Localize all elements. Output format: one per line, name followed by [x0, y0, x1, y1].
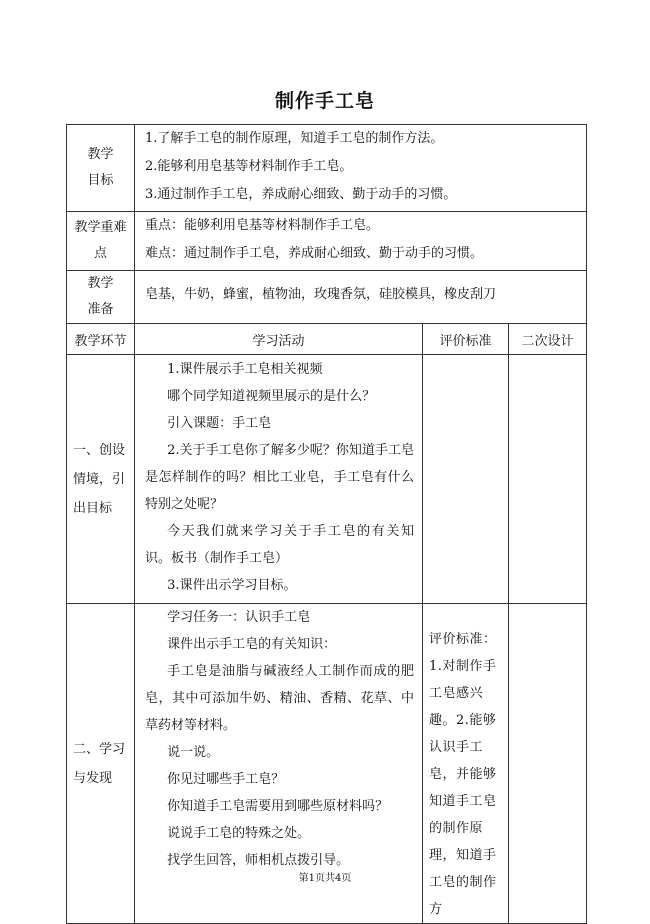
preparation-content [135, 271, 587, 324]
objectives-label: 教学 目标 [67, 125, 135, 212]
objectives-row [67, 125, 587, 212]
objective-item: 1.了解手工皂的制作原理，知道手工皂的制作方法。 [145, 131, 444, 146]
section1-evaluation [423, 355, 509, 604]
activity-line: 2.关于手工皂你了解多少呢？你知道手工皂是怎样制作的吗？相比工业皂，手工皂有什么特别之处呢？ [145, 443, 414, 512]
section1-row [67, 355, 587, 604]
lesson-plan-table [66, 124, 587, 924]
page-footer: 第1页共4页 [298, 873, 352, 884]
key-point-item: 重点：能够利用皂基等材料制作手工皂。 [145, 218, 380, 233]
key-points-label: 教学重难 点 [67, 212, 135, 271]
activity-line: 说说手工皂的特殊之处。 [167, 826, 311, 841]
preparation-row [67, 271, 587, 324]
document-title: 制作手工皂 [274, 90, 375, 112]
objectives-content [135, 125, 587, 212]
header-stage: 教学环节 [67, 324, 135, 355]
preparation-label: 教学 准备 [67, 271, 135, 324]
activity-line: 你见过哪些手工皂？ [167, 772, 285, 787]
activity-line: 哪个同学知道视频里展示的是什么？ [167, 389, 376, 404]
header-second-design: 二次设计 [509, 324, 587, 355]
header-activities: 学习活动 [135, 324, 423, 355]
activity-line: 课件出示手工皂的有关知识： [167, 637, 337, 652]
activity-line: 1.课件展示手工皂相关视频 [167, 362, 323, 377]
activity-line: 说一说。 [167, 745, 220, 760]
section1-content [135, 355, 423, 604]
activity-line: 3.课件出示学习目标。 [167, 578, 297, 593]
activity-line: 你知道手工皂需要用到哪些原材料吗？ [167, 799, 389, 814]
key-point-item: 难点：通过制作手工皂，养成耐心细致、勤于动手的习惯。 [145, 246, 484, 261]
section1-label: 一、创设情境，引出目标 [67, 355, 135, 604]
header-evaluation: 评价标准 [423, 324, 509, 355]
key-points-content [135, 212, 587, 271]
section2-evaluation: 评价标准：1.对制作手工皂感兴趣。2.能够认识手工皂，并能够知道手工皂的制作原理，知道手工皂的制作方 [423, 604, 509, 924]
activity-line: 引入课题：手工皂 [167, 416, 272, 431]
activity-line: 学习任务一：认识手工皂 [167, 610, 311, 625]
preparation-text: 皂基，牛奶，蜂蜜，植物油，玫瑰香氛，硅胶模具，橡皮刮刀 [145, 287, 497, 302]
section2-label: 二、学习与发现 [67, 604, 135, 924]
activity-line: 手工皂是油脂与碱液经人工制作而成的肥皂，其中可添加牛奶、精油、香精、花草、中草药材等材料。 [145, 664, 414, 733]
header-row [67, 324, 587, 355]
key-points-row [67, 212, 587, 271]
objective-item: 3.通过制作手工皂，养成耐心细致、勤于动手的习惯。 [145, 187, 457, 202]
objective-item: 2.能够利用皂基等材料制作手工皂。 [145, 159, 353, 174]
section1-second-design [509, 355, 587, 604]
activity-line: 找学生回答，师相机点拨引导。 [167, 853, 350, 868]
activity-line: 今天我们就来学习关于手工皂的有关知识。板书（制作手工皂） [145, 524, 414, 566]
